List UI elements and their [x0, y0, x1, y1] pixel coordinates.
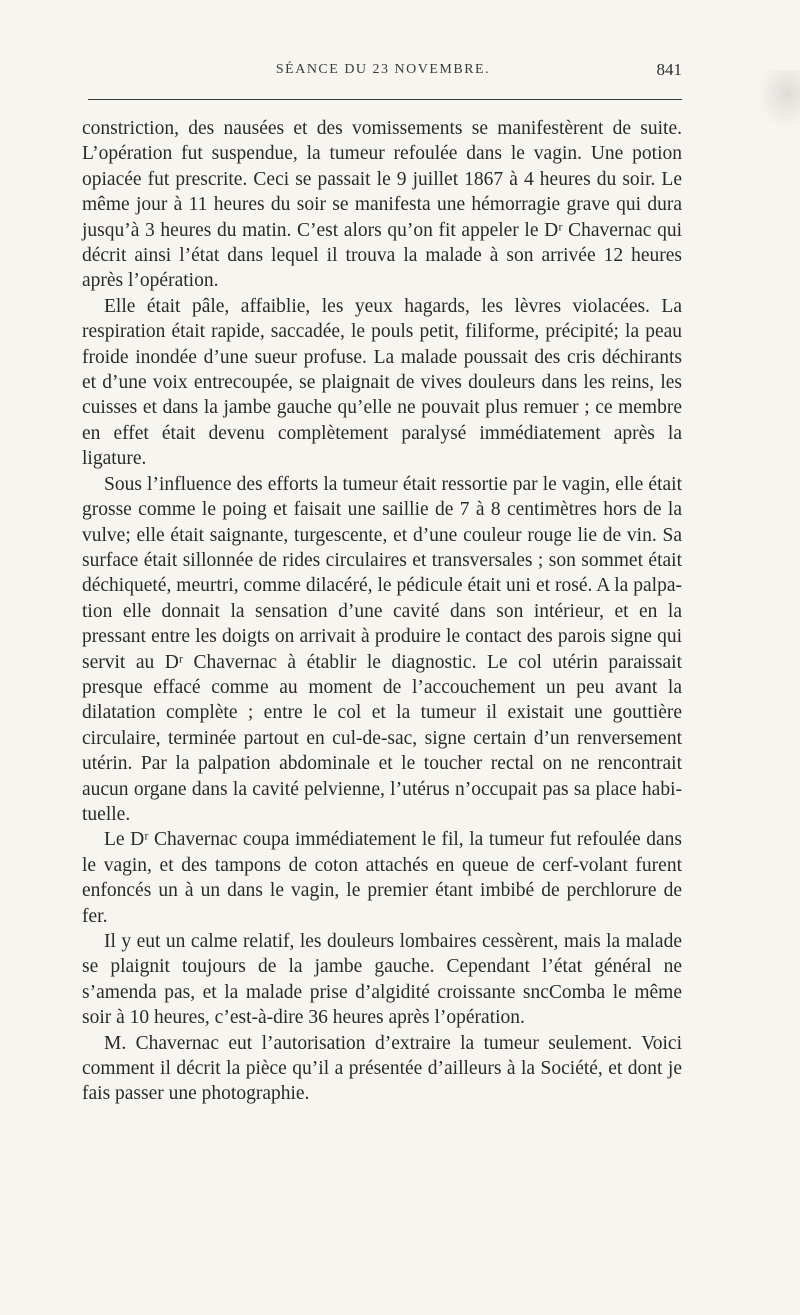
page-number: 841 [656, 60, 682, 79]
running-title: SÉANCE DU 23 NOVEMBRE. [275, 62, 491, 77]
paragraph: Il y eut un calme relatif, les douleurs lombaires cessèrent, mais la malade se plaignit toujours de la jambe gauche. Cependant l’état général ne s’amenda pas, et la malade prise d’algidité croissante sncComba le même soir à 10 heures, c’est-à-dire 36 heures après l’opération. [82, 931, 682, 1029]
paragraph: M. Chavernac eut l’autorisation d’extraire la tumeur seulement. Voici comment il décrit la pièce qu’il a présentée d’ailleurs à la Société, et dont je fais passer une photographie. [82, 1032, 682, 1105]
paragraph: constriction, des nausées et des vomissements se manifestèrent de suite. L’opération fut suspendue, la tumeur refoulée dans le vagin. Une potion opiacée fut prescrite. Ceci se passait le 9 juillet 1867 à 4 heures du soir. Le même jour à 11 heures du soir se manifesta une hémorragie grave qui dura jusqu’à 3 heures du matin. C’est alors qu’on fit appeler le Dʳ Chavernac qui décrit ainsi l’état dans lequel il trouva la malade à son arrivée 12 heures après l’opération. [82, 118, 682, 292]
paragraph: Le Dʳ Chavernac coupa immédiatement le fil, la tumeur fut refoulée dans le vagin, et des tampons de coton attachés en queue de cerf-volant furent enfoncés un à un dans le vagin, le premier étant imbibé de perchlorure de fer. [82, 829, 682, 927]
paragraph: Sous l’influence des efforts la tumeur était ressortie par le vagin, elle était grosse comme le poing et faisait une saillie de 7 à 8 centimètres hors de la vulve; elle était saignante, turgescente, et d’une couleur rouge lie de vin. Sa surface était sillonnée de rides circulaires et transversales ; son sommet était déchiqueté, meurtri, comme dilacéré, le pédicule était uni et rosé. A la palpation elle donnait la sensation d’une cavité dans son intérieur, et en la pressant entre les doigts on arrivait à produire le contact des parois signe qui servit au Dʳ Chavernac à établir le diagnostic. Le col utérin paraissait presque effacé comme au moment de l’accouchement un peu avant la dilatation complète ; entre le col et la tumeur il existait une gouttière circulaire, terminée partout en cul-de-sac, signe certain d’un renversement utérin. Par la palpation abdominale et le toucher rectal on ne rencontrait aucun organe dans la cavité pelvienne, l’utérus n’occupait pas sa place habituelle. [82, 473, 682, 825]
header-rule [88, 99, 682, 100]
page-stain [758, 70, 800, 130]
paragraph: Elle était pâle, affaiblie, les yeux hagards, les lèvres violacées. La respiration était rapide, saccadée, le pouls petit, filiforme, précipité; la peau froide inondée d’une sueur profuse. La malade poussait des cris déchirants et d’une voix entrecoupée, se plaignait de vives douleurs dans les reins, les cuisses et dans la jambe gauche qu’elle ne pouvait plus remuer ; ce membre en effet était devenu complètement paralysé immédiatement après la ligature. [82, 295, 682, 470]
body-text [82, 116, 682, 1107]
running-header [84, 62, 682, 86]
